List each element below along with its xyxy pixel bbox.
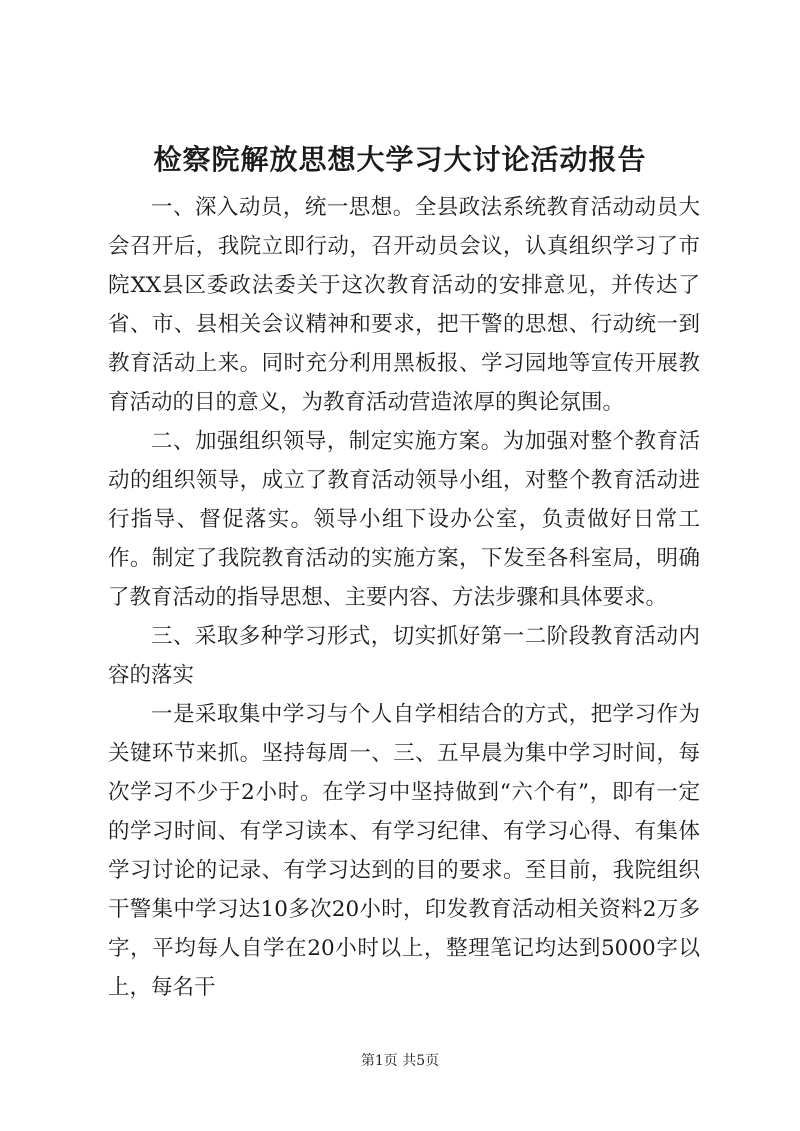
page-footer: 第1页 共5页 xyxy=(360,1053,440,1069)
document-title: 检察院解放思想大学习大讨论活动报告 xyxy=(153,143,647,176)
document-body xyxy=(108,188,700,1007)
paragraph-study-method: 一是采取集中学习与个人自学相结合的方式，把学习作为关键环节来抓。坚持每周一、三、五早晨为集中学习时间，每次学习不少于2小时。在学习中坚持做到“六个有”，即有一定的学习时间、有学习读本、有学习纪律、有学习心得、有集体学习讨论的记录、有学习达到的目的要求。至目前，我院组织干警集中学习达10多次20小时，印发教育活动相关资料2万多字，平均每人自学在20小时以上，整理笔记均达到5000字以上，每名干 xyxy=(108,702,700,1000)
paragraph-mobilization: 一、深入动员，统一思想。全县政法系统教育活动动员大会召开后，我院立即行动，召开动员会议，认真组织学习了市院XX县区委政法委关于这次教育活动的安排意见，并传达了省、市、县相关会议精神和要求，把干警的思想、行动统一到教育活动上来。同时充分利用黑板报、学习园地等宣传开展教育活动的目的意义，为教育活动营造浓厚的舆论氛围。 xyxy=(108,195,700,415)
paragraph-learning-forms: 三、采取多种学习形式，切实抓好第一二阶段教育活动内容的落实 xyxy=(108,624,700,688)
paragraph-organization: 二、加强组织领导，制定实施方案。为加强对整个教育活动的组织领导，成立了教育活动领导小组，对整个教育活动进行指导、督促落实。领导小组下设办公室，负责做好日常工作。制定了我院教育活动的实施方案，下发至各科室局，明确了教育活动的指导思想、主要内容、方法步骤和具体要求。 xyxy=(108,429,700,610)
